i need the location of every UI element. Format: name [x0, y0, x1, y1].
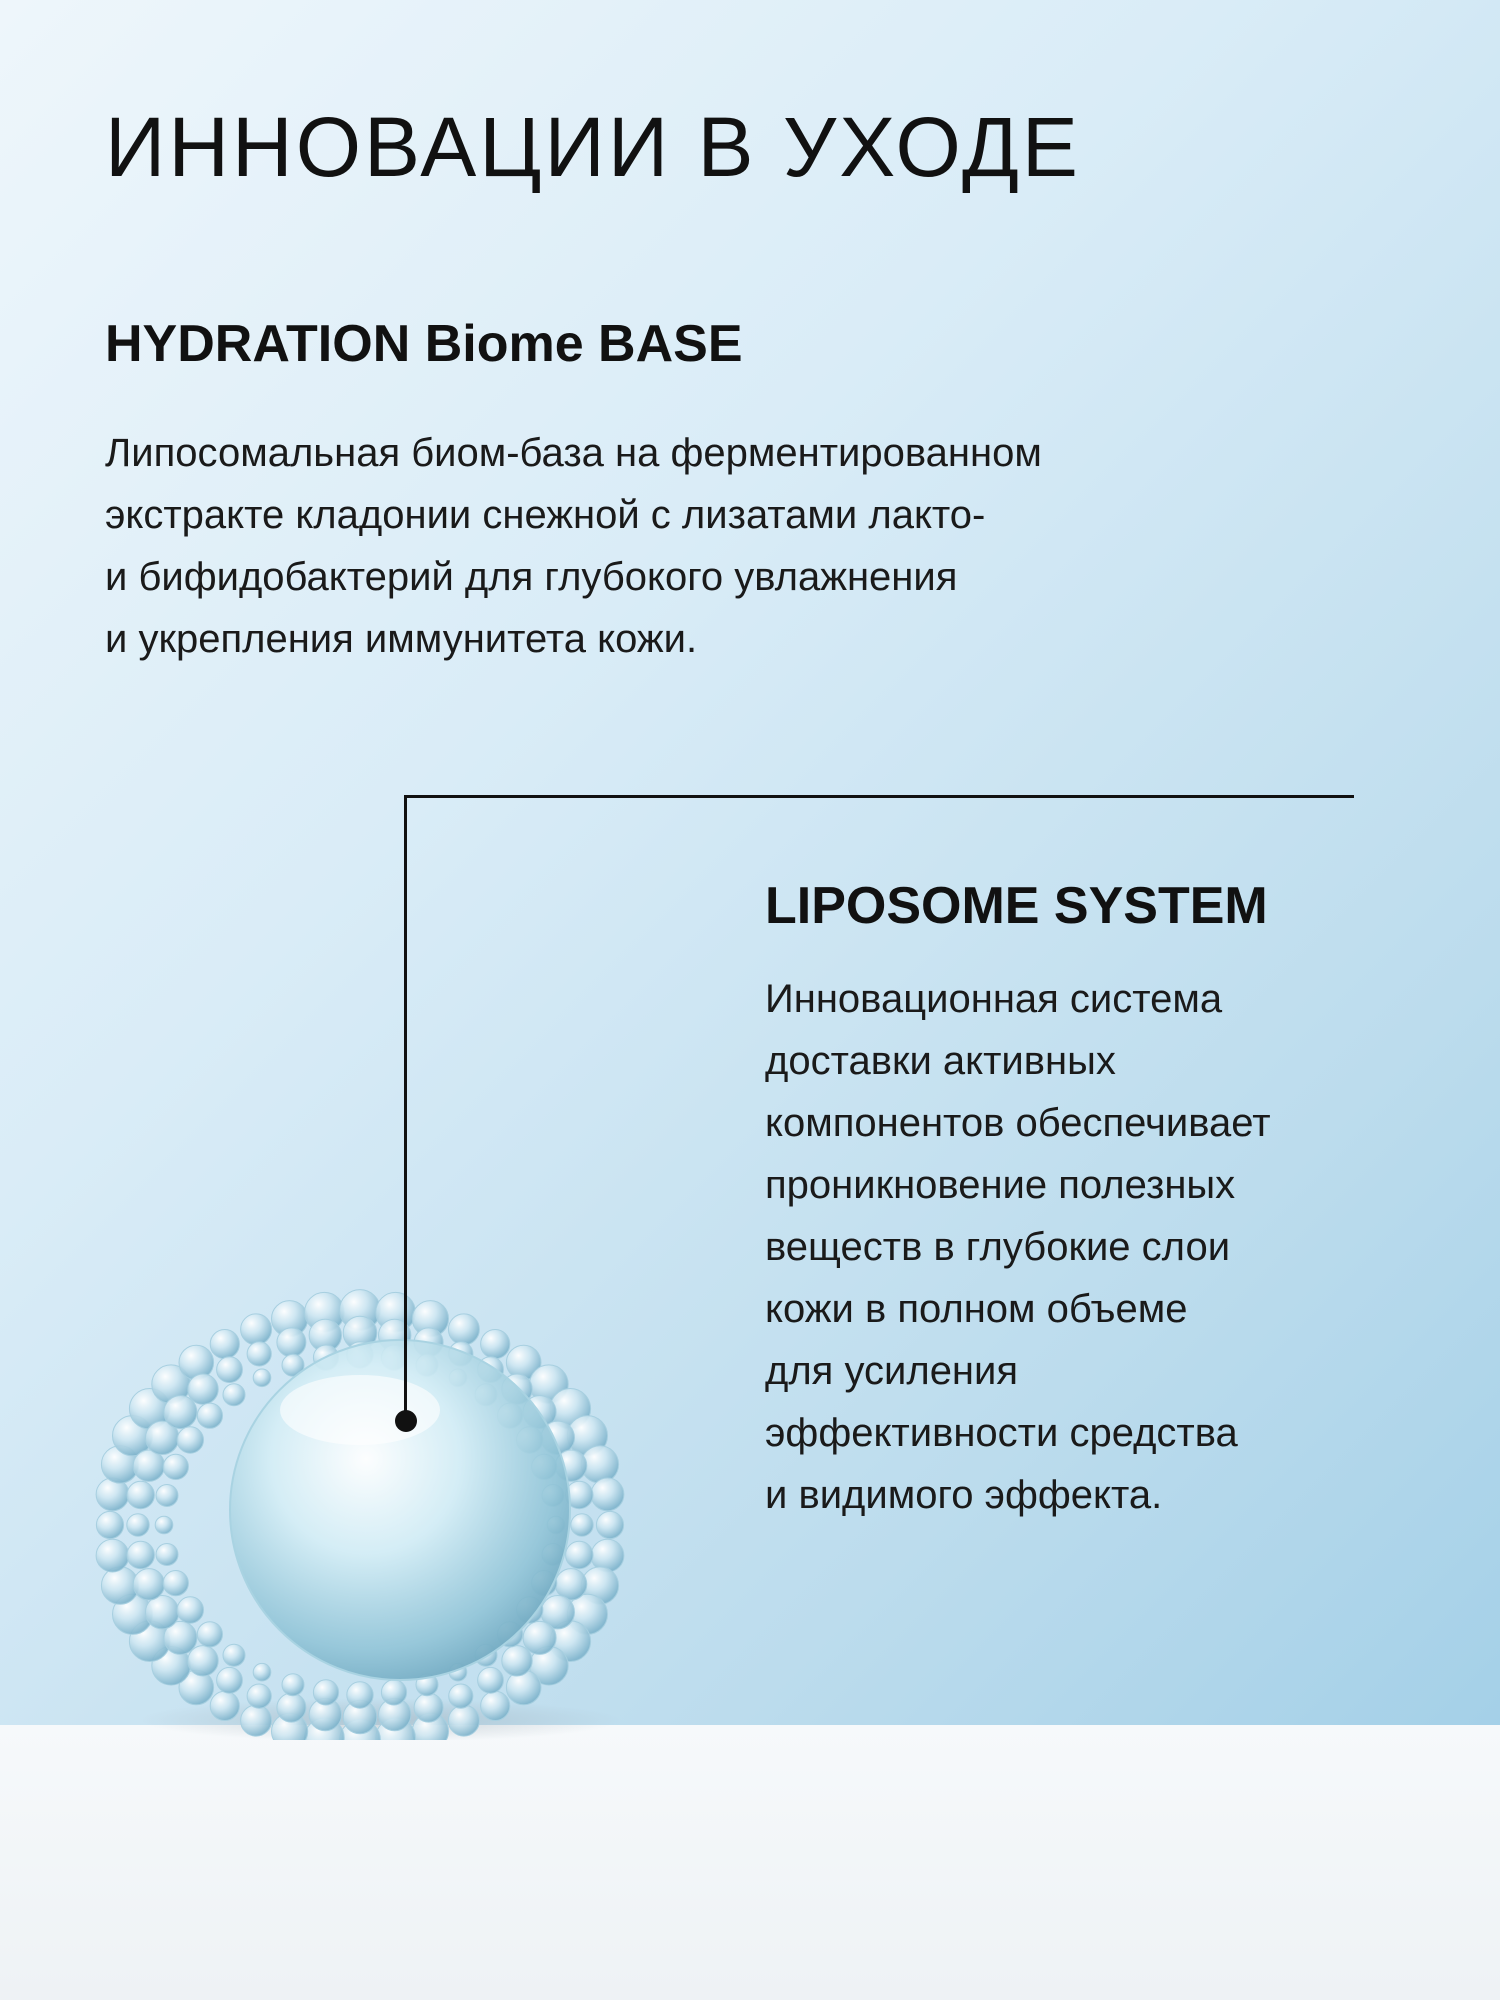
bubble	[571, 1514, 593, 1536]
bubble	[241, 1314, 272, 1345]
liposome-line: и видимого эффекта.	[765, 1473, 1163, 1517]
bubble	[96, 1511, 123, 1538]
bubble	[156, 1485, 178, 1507]
hydration-line: и бифидобактерий для глубокого увлажнения	[105, 555, 958, 599]
bubble	[210, 1691, 239, 1720]
liposome-description	[765, 968, 1271, 1526]
bubble	[133, 1569, 164, 1600]
bubble	[247, 1342, 271, 1366]
page-title: ИННОВАЦИИ В УХОДЕ	[105, 100, 1081, 194]
bubble	[163, 1454, 188, 1479]
bubble	[197, 1622, 222, 1647]
bubble	[163, 1571, 188, 1596]
bubble	[217, 1357, 243, 1383]
bubble	[478, 1667, 504, 1693]
bubble	[210, 1330, 239, 1359]
liposome-line: компонентов обеспечивает	[765, 1101, 1271, 1145]
bubble	[448, 1705, 479, 1736]
hydration-line: Липосомальная биом-база на ферментированном	[105, 431, 1042, 475]
bubble	[596, 1511, 623, 1538]
bubble	[253, 1663, 271, 1681]
bubble	[188, 1374, 218, 1404]
bubble	[177, 1427, 203, 1453]
bubble	[277, 1693, 306, 1722]
liposome-title: LIPOSOME SYSTEM	[765, 877, 1268, 935]
callout-line-vertical	[404, 795, 407, 1420]
callout-line-horizontal	[404, 795, 1354, 798]
bubble	[414, 1693, 443, 1722]
bubble	[381, 1680, 406, 1705]
liposome-line: кожи в полном объеме	[765, 1287, 1188, 1331]
bubble	[146, 1596, 179, 1629]
bubble	[481, 1330, 510, 1359]
bubble	[197, 1403, 222, 1428]
bubble	[277, 1328, 306, 1357]
hydration-line: и укрепления иммунитета кожи.	[105, 617, 698, 661]
bubble	[247, 1684, 271, 1708]
bubble	[502, 1646, 532, 1676]
bubble	[253, 1369, 271, 1387]
liposome-line: доставки активных	[765, 1039, 1116, 1083]
bubble	[155, 1516, 173, 1534]
bubble	[217, 1667, 243, 1693]
core-highlight	[280, 1375, 440, 1445]
liposome-line: эффективности средства	[765, 1411, 1238, 1455]
bubble	[188, 1646, 218, 1676]
bubble	[127, 1541, 154, 1568]
bubble	[282, 1674, 304, 1696]
bubble	[223, 1384, 245, 1406]
hydration-description	[105, 422, 1042, 670]
bubble	[566, 1541, 593, 1568]
bubble	[127, 1481, 154, 1508]
bubble	[591, 1478, 624, 1511]
liposome-line: для усиления	[765, 1349, 1019, 1393]
bubble	[313, 1680, 338, 1705]
bubble	[347, 1682, 373, 1708]
liposome-line: проникновение полезных	[765, 1163, 1236, 1207]
callout-dot	[395, 1410, 417, 1432]
bubble	[241, 1705, 272, 1736]
bubble	[223, 1644, 245, 1666]
bubble	[449, 1684, 473, 1708]
bubble	[96, 1539, 129, 1572]
liposome-sphere-illustration	[60, 1240, 780, 1740]
bubble	[177, 1597, 203, 1623]
floor-surface	[0, 1725, 1500, 2000]
bubble	[523, 1621, 556, 1654]
bubble	[156, 1544, 178, 1566]
bubble	[481, 1691, 510, 1720]
bubble	[164, 1396, 197, 1429]
hydration-line: экстракте кладонии снежной с лизатами лакто-	[105, 493, 986, 537]
hydration-title: HYDRATION Biome BASE	[105, 315, 743, 373]
bubble	[448, 1314, 479, 1345]
bubble	[127, 1514, 149, 1536]
liposome-line: Инновационная система	[765, 977, 1223, 1021]
liposome-line: веществ в глубокие слои	[765, 1225, 1231, 1269]
